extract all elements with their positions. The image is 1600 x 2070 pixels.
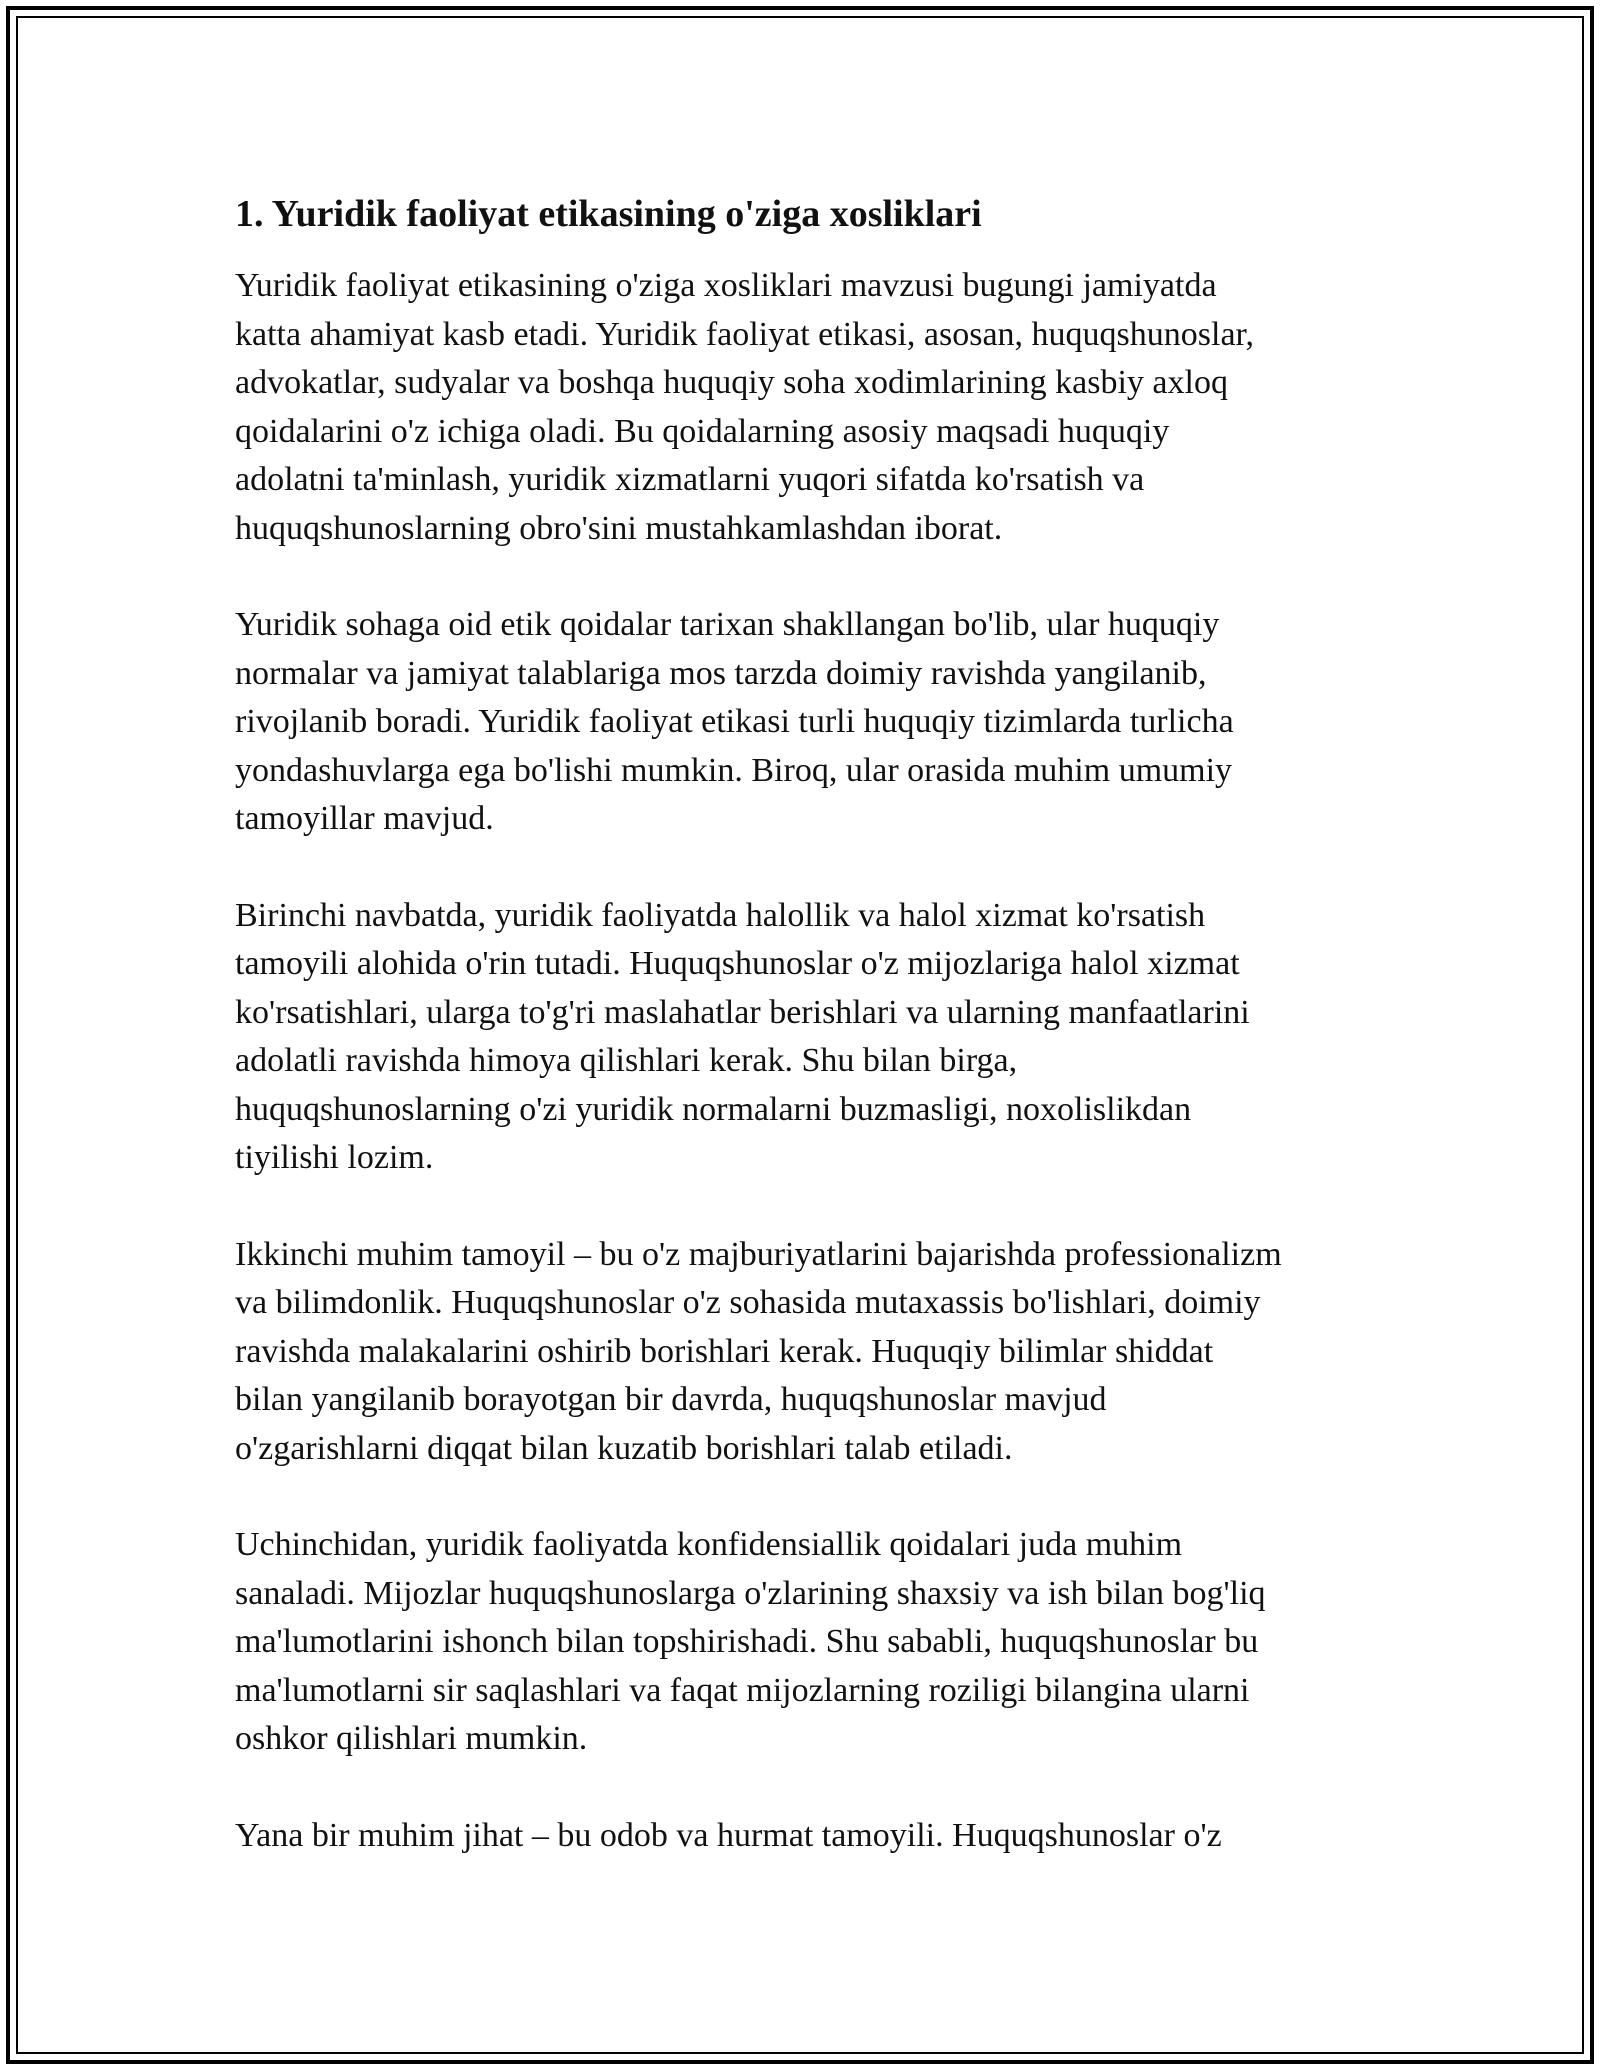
paragraph-line: Uchinchidan, yuridik faoliyatda konfidensiallik qoidalari juda muhim [235, 1526, 1183, 1563]
paragraph-line: huquqshunoslarning o'zi yuridik normalarni buzmasligi, noxolislikdan [235, 1090, 1192, 1128]
paragraph-line: tamoyili alohida o'rin tutadi. Huquqshunoslar o'z mijozlariga halol xizmat [235, 945, 1240, 982]
paragraph-line: Ikkinchi muhim tamoyil – bu o'z majburiyatlarini bajarishda professionalizm [235, 1235, 1282, 1273]
paragraph-line: Yuridik faoliyat etikasining o'ziga xosliklari mavzusi bugungi jamiyatda [235, 267, 1217, 304]
paragraph-line: adolatli ravishda himoya qilishlari kerak. Shu bilan birga, [235, 1042, 1018, 1079]
paragraph-line: bilan yangilanib borayotgan bir davrda, huquqshunoslar mavjud [235, 1381, 1107, 1418]
paragraph-line: adolatni ta'minlash, yuridik xizmatlarni yuqori sifatda ko'rsatish va [235, 461, 1145, 498]
paragraph-line: rivojlanib boradi. Yuridik faoliyat etikasi turli huquqiy tizimlarda turlicha [235, 703, 1234, 740]
paragraph-2 [235, 601, 1385, 844]
document-body [235, 186, 1385, 1908]
paragraph-line: normalar va jamiyat talablariga mos tarzda doimiy ravishda yangilanib, [235, 654, 1207, 692]
paragraph-line: huquqshunoslarning obro'sini mustahkamlashdan iborat. [235, 509, 1003, 547]
paragraph-6 [235, 1812, 1385, 1861]
paragraph-line: ravishda malakalarini oshirib borishlari kerak. Huquqiy bilimlar shiddat [235, 1332, 1214, 1370]
paragraph-line: advokatlar, sudyalar va boshqa huquqiy soha xodimlarining kasbiy axloq [235, 364, 1228, 401]
paragraph-line: va bilimdonlik. Huquqshunoslar o'z sohasida mutaxassis bo'lishlari, doimiy [235, 1284, 1261, 1321]
paragraph-line: ma'lumotlarini ishonch bilan topshirishadi. Shu sababli, huquqshunoslar bu [235, 1623, 1259, 1660]
paragraph-line: o'zgarishlarni diqqat bilan kuzatib borishlari talab etiladi. [235, 1429, 1013, 1467]
paragraph-line: Yuridik sohaga oid etik qoidalar tarixan shakllangan bo'lib, ular huquqiy [235, 606, 1220, 643]
paragraph-1 [235, 262, 1385, 553]
paragraph-line: tamoyillar mavjud. [235, 800, 494, 837]
paragraph-5 [235, 1521, 1385, 1764]
paragraph-line: ma'lumotlarni sir saqlashlari va faqat mijozlarning roziligi bilangina ularni [235, 1671, 1250, 1709]
paragraph-line: katta ahamiyat kasb etadi. Yuridik faoliyat etikasi, asosan, huquqshunoslar, [235, 315, 1255, 353]
paragraph-4 [235, 1231, 1385, 1474]
paragraph-line: qoidalarini o'z ichiga oladi. Bu qoidalarning asosiy maqsadi huquqiy [235, 412, 1170, 450]
paragraph-3 [235, 892, 1385, 1183]
paragraph-line: Birinchi navbatda, yuridik faoliyatda halollik va halol xizmat ko'rsatish [235, 896, 1206, 934]
paragraph-line: ko'rsatishlari, ularga to'g'ri maslahatlar berishlari va ularning manfaatlarini [235, 993, 1250, 1031]
paragraph-line: oshkor qilishlari mumkin. [235, 1720, 588, 1757]
paragraph-line: sanaladi. Mijozlar huquqshunoslarga o'zlarining shaxsiy va ish bilan bog'liq [235, 1574, 1266, 1612]
paragraph-line: yondashuvlarga ega bo'lishi mumkin. Biroq, ular orasida muhim umumiy [235, 751, 1233, 789]
paragraph-line: Yana bir muhim jihat – bu odob va hurmat tamoyili. Huquqshunoslar o'z [235, 1816, 1222, 1854]
section-heading: 1. Yuridik faoliyat etikasining o'ziga xosliklari [235, 193, 982, 235]
paragraph-line: tiyilishi lozim. [235, 1139, 434, 1176]
